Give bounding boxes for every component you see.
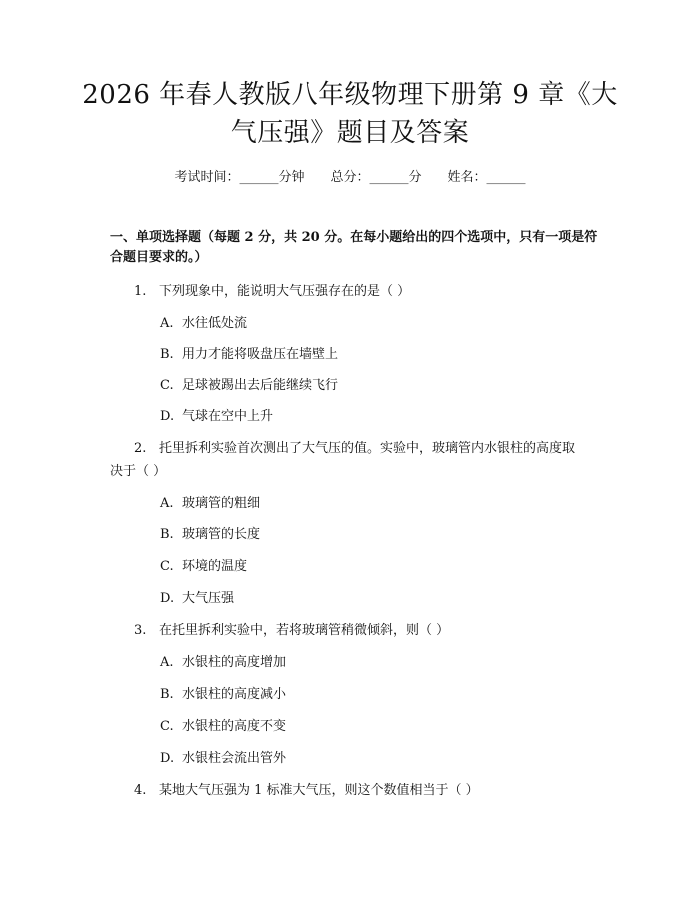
option-text: 足球被踢出去后能继续飞行 <box>182 378 339 393</box>
question-text-line-2: 决于（ ） <box>110 464 167 479</box>
option-3c <box>160 717 286 737</box>
question-3 <box>134 621 614 641</box>
option-1d <box>160 407 273 427</box>
option-letter: C. <box>160 719 174 734</box>
question-2-continued <box>110 462 600 482</box>
option-letter: B. <box>160 347 174 362</box>
question-text: 在托里拆利实验中，若将玻璃管稍微倾斜，则（ ） <box>159 623 450 638</box>
option-letter: D. <box>160 591 175 606</box>
student-name-field: 姓名：______ <box>447 170 526 185</box>
option-2d <box>160 589 234 609</box>
option-1b <box>160 345 338 365</box>
option-letter: A. <box>160 316 174 331</box>
question-text: 下列现象中，能说明大气压强存在的是（ ） <box>159 284 411 299</box>
title-line-2: 气压强》题目及答案 <box>230 118 470 148</box>
total-score-field: 总分：______分 <box>330 170 422 185</box>
option-text: 水银柱的高度不变 <box>182 719 287 734</box>
option-letter: C. <box>160 378 174 393</box>
question-number: 1. <box>134 284 147 299</box>
question-text-line-1: 托里拆利实验首次测出了大气压的值。实验中，玻璃管内水银柱的高度取 <box>159 441 576 456</box>
option-text: 水银柱会流出管外 <box>182 751 287 766</box>
question-text: 某地大气压强为 1 标准大气压，则这个数值相当于（ ） <box>159 783 479 798</box>
question-number: 4. <box>134 783 147 798</box>
section-heading: 一、单项选择题（每题 2 分，共 20 分。在每小题给出的四个选项中，只有一项是符合题目要求的。） <box>110 230 598 265</box>
option-text: 水银柱的高度减小 <box>182 687 287 702</box>
option-2b <box>160 525 260 545</box>
option-1c <box>160 376 338 396</box>
option-2a <box>160 494 260 514</box>
option-3a <box>160 653 286 673</box>
option-1a <box>160 314 247 334</box>
option-letter: A. <box>160 655 174 670</box>
option-letter: D. <box>160 409 175 424</box>
option-letter: B. <box>160 687 174 702</box>
title-line-1: 2026 年春人教版八年级物理下册第 9 章《大 <box>82 80 618 110</box>
option-text: 环境的温度 <box>182 559 248 574</box>
option-2c <box>160 557 247 577</box>
option-text: 玻璃管的粗细 <box>182 496 261 511</box>
exam-info <box>0 168 700 188</box>
option-3d <box>160 749 286 769</box>
option-3b <box>160 685 286 705</box>
question-1 <box>134 282 614 302</box>
option-text: 用力才能将吸盘压在墙壁上 <box>182 347 339 362</box>
option-text: 水往低处流 <box>182 316 248 331</box>
question-number: 3. <box>134 623 147 638</box>
question-4 <box>134 781 614 801</box>
option-letter: B. <box>160 527 174 542</box>
option-letter: A. <box>160 496 174 511</box>
option-text: 玻璃管的长度 <box>182 527 261 542</box>
option-text: 大气压强 <box>182 591 235 606</box>
option-letter: C. <box>160 559 174 574</box>
document-title <box>60 76 640 152</box>
exam-time-field: 考试时间：______分钟 <box>174 170 305 185</box>
option-text: 水银柱的高度增加 <box>182 655 287 670</box>
option-text: 气球在空中上升 <box>182 409 274 424</box>
option-letter: D. <box>160 751 175 766</box>
question-2 <box>134 439 614 459</box>
question-number: 2. <box>134 441 147 456</box>
